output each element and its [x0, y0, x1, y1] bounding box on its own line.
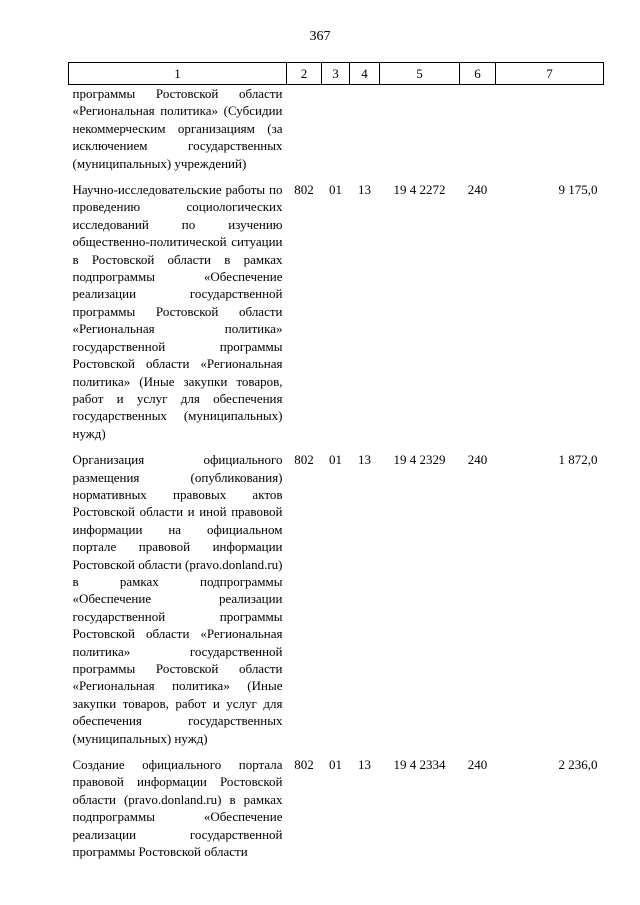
header-row: [69, 63, 604, 85]
row-description: Создание официального портала правовой информации Ростовской области (pravo.donland.ru) в рамках подпрограммы «Обеспечение реализации государственной программы Ростовской области: [72, 757, 283, 860]
row-target: 19 4 2334: [393, 757, 446, 773]
col-header-5: 5: [380, 63, 460, 85]
col-header-7: 7: [496, 63, 604, 85]
col-header-6: 6: [460, 63, 496, 85]
row-ministry: 802: [294, 182, 314, 198]
row-amount: 1 872,0: [558, 452, 598, 468]
table-row: [69, 756, 604, 869]
col-header-3: 3: [322, 63, 350, 85]
row-subsection: 13: [358, 452, 371, 468]
continuation-row: [69, 85, 604, 182]
row-description: Организация официального размещения (опубликования) нормативных правовых актов Ростовской области и иной правовой информации на официальном портале правовой информации Ростовской области (pravo.donland.ru) в рамках подпрограммы «Обеспечение реализации государственной программы Ростовской области «Региональная политика» государственной программы Ростовской области «Региональная политика» (Иные закупки товаров, работ и услуг для обеспечения государственных (муниципальных) нужд): [72, 452, 283, 746]
row-amount: 9 175,0: [558, 182, 598, 198]
row-expense-type: 240: [467, 452, 488, 468]
row-subsection: 13: [358, 182, 371, 198]
row-ministry: 802: [294, 452, 314, 468]
row-subsection: 13: [358, 757, 371, 773]
page-number: 367: [309, 29, 331, 44]
row-expense-type: 240: [467, 757, 488, 773]
col-header-1: 1: [69, 63, 287, 85]
row-target: 19 4 2272: [393, 182, 446, 198]
row-target: 19 4 2329: [393, 452, 446, 468]
row-amount: 2 236,0: [558, 757, 598, 773]
row-ministry: 802: [294, 757, 314, 773]
row-section: 01: [329, 452, 342, 468]
row-section: 01: [329, 757, 342, 773]
row-description: Научно-исследовательские работы по проведению социологических исследований по изучению общественно-политической ситуации в Ростовской области в рамках подпрограммы «Обеспечение реализации государственной программы Ростовской области «Региональная политика» государственной программы Ростовской области «Региональная политика» (Иные закупки товаров, работ и услуг для обеспечения государственных (муниципальных) нужд): [72, 182, 283, 441]
row-section: 01: [329, 182, 342, 198]
budget-table: [68, 62, 604, 869]
continuation-description: программы Ростовской области «Региональная политика» (Субсидии некоммерческим организациям (за исключением государственных (муниципальных) учреждений): [72, 86, 283, 171]
table-row: [69, 181, 604, 451]
row-expense-type: 240: [467, 182, 488, 198]
col-header-2: 2: [287, 63, 322, 85]
table-row: [69, 451, 604, 756]
col-header-4: 4: [350, 63, 380, 85]
